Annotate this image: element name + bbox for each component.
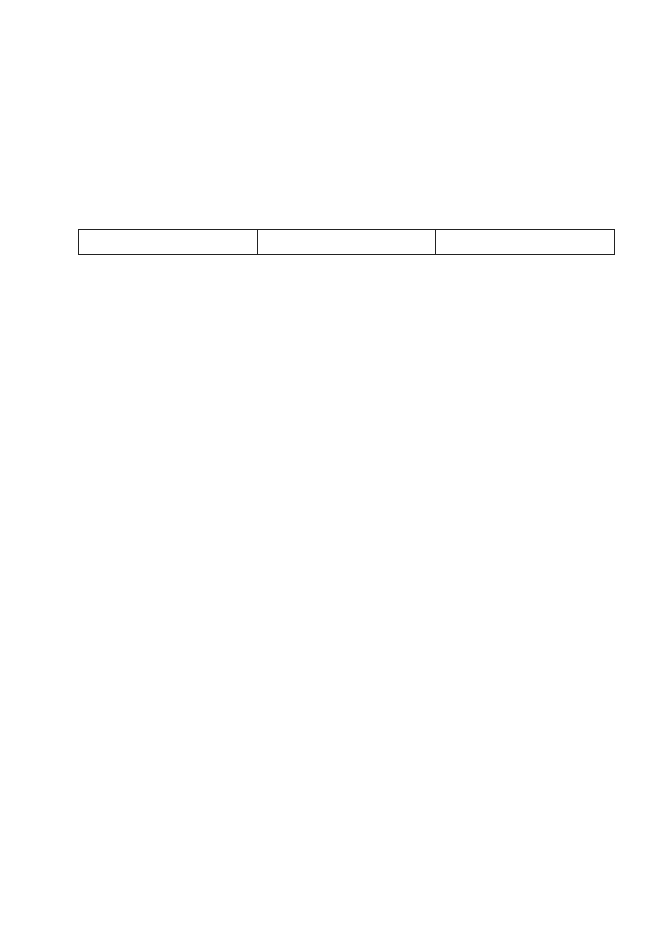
data-table [78,229,615,255]
table-header-row [79,230,615,255]
bottom-sections [78,550,608,556]
column-header [79,230,258,255]
column-header [436,230,615,255]
column-header [257,230,436,255]
